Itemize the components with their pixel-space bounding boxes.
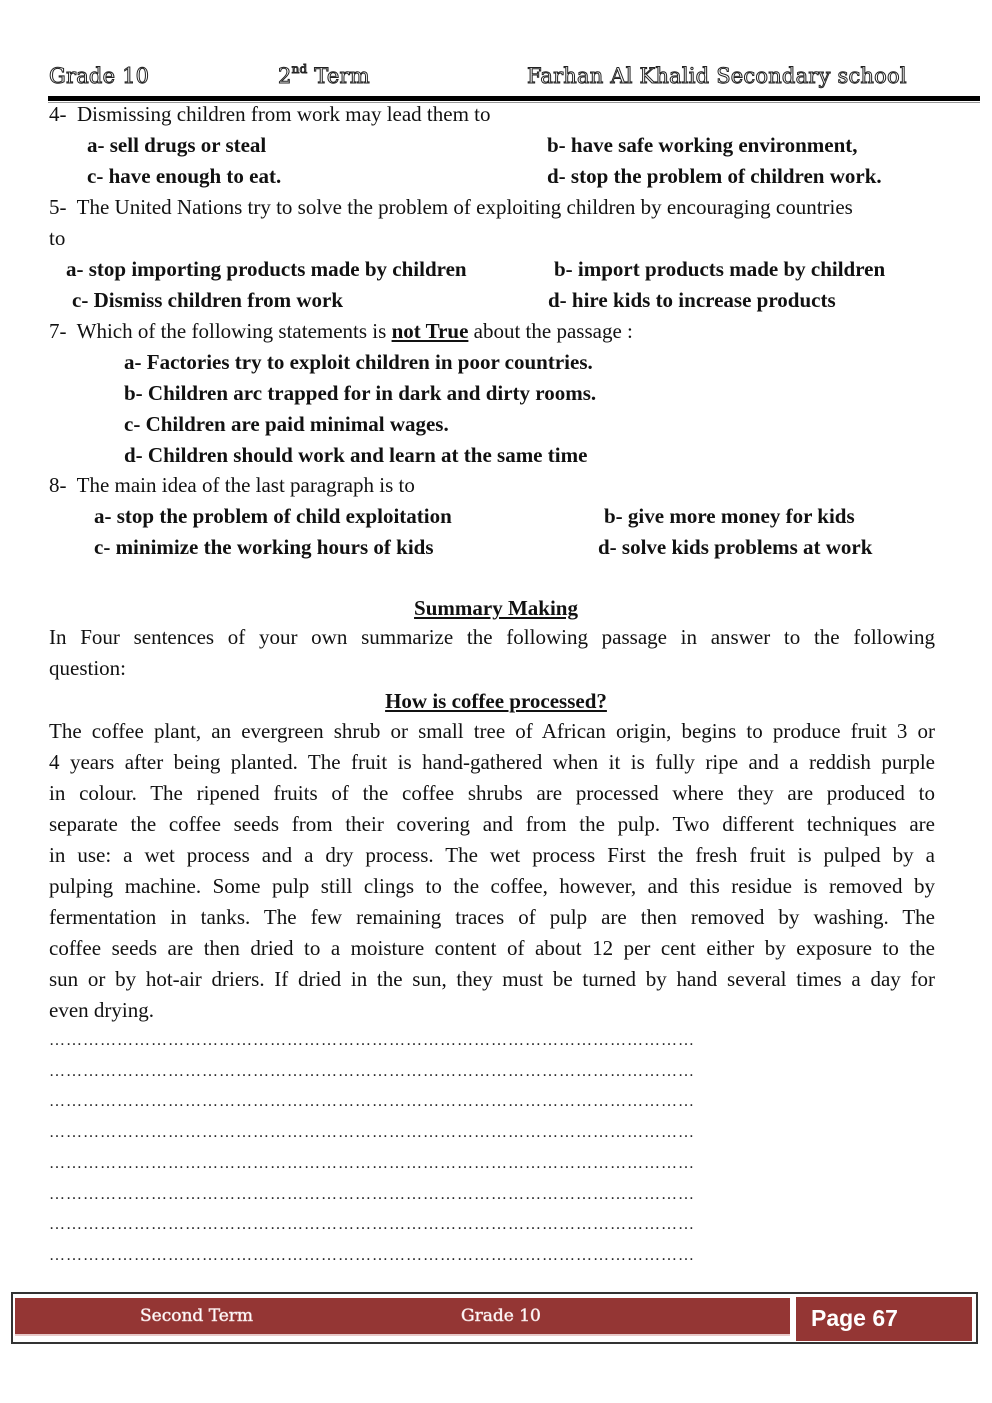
option-5c[interactable]: c- Dismiss children from work [72, 288, 344, 312]
option-7b[interactable]: b- Children arc trapped for in dark and dirty rooms. [124, 381, 597, 405]
footer-term: Second Term [140, 1306, 254, 1326]
option-8c[interactable]: c- minimize the working hours of kids [94, 535, 434, 559]
passage-line: coffee seeds are then dried to a moisture content of about 12 per cent either by exposure to the [49, 936, 935, 960]
option-4b[interactable]: b- have safe working environment, [547, 133, 858, 157]
option-8b[interactable]: b- give more money for kids [604, 504, 855, 528]
question-text: The United Nations try to solve the problem of exploiting children by encouraging countries [76, 195, 853, 219]
question-7 [49, 319, 633, 344]
answer-line-8[interactable]: …………………………………………………………………………………………………… [49, 1247, 695, 1264]
footer-page-number: Page 67 [811, 1305, 898, 1331]
header-grade: Grade 10 [49, 64, 150, 88]
passage-line: The coffee plant, an evergreen shrub or small tree of African origin, begins to produce fruit 3 or [49, 719, 935, 743]
question-number: 4- [49, 102, 67, 126]
answer-line-6[interactable]: …………………………………………………………………………………………………… [49, 1186, 695, 1203]
question-text: Dismissing children from work may lead them to [77, 102, 491, 126]
option-7a[interactable]: a- Factories try to exploit children in poor countries. [124, 350, 593, 374]
summary-question: How is coffee processed? [385, 689, 607, 713]
option-8a[interactable]: a- stop the problem of child exploitation [94, 504, 452, 528]
passage-line: 4 years after being planted. The fruit is hand-gathered when it is fully ripe and a reddish purple [49, 750, 935, 774]
question-number: 7- [49, 319, 67, 343]
question-text: Which of the following statements is [76, 319, 392, 343]
option-5d[interactable]: d- hire kids to increase products [548, 288, 836, 312]
answer-line-3[interactable]: …………………………………………………………………………………………………… [49, 1093, 695, 1110]
footer-band [15, 1298, 790, 1336]
option-5a[interactable]: a- stop importing products made by children [66, 257, 467, 281]
passage-line: even drying. [49, 998, 154, 1022]
passage-line: separate the coffee seeds from their covering and from the pulp. Two different techniques are [49, 812, 935, 836]
coffee-passage [49, 716, 935, 1026]
summary-instruction [49, 622, 935, 684]
answer-line-5[interactable]: …………………………………………………………………………………………………… [49, 1155, 695, 1172]
passage-line: in use: a wet process and a dry process. The wet process First the fresh fruit is pulped by a [49, 843, 935, 867]
instruction-line: In Four sentences of your own summarize the following passage in answer to the following [49, 625, 935, 649]
footer-grade: Grade 10 [461, 1306, 541, 1326]
header-term-suffix: nd [291, 62, 308, 76]
option-4d[interactable]: d- stop the problem of children work. [547, 164, 882, 188]
question-4 [49, 102, 491, 127]
option-7d[interactable]: d- Children should work and learn at the same time [124, 443, 588, 467]
header-term-word: Term [307, 64, 370, 88]
passage-line: sun or by hot-air driers. If dried in the sun, they must be turned by hand several times a day for [49, 967, 935, 991]
option-7c[interactable]: c- Children are paid minimal wages. [124, 412, 449, 436]
question-5 [49, 195, 853, 220]
question-text: The main idea of the last paragraph is to [76, 473, 415, 497]
option-8d[interactable]: d- solve kids problems at work [598, 535, 873, 559]
header-school: Farhan Al Khalid Secondary school [527, 64, 907, 88]
question-text-end: about the passage : [468, 319, 633, 343]
question-number: 8- [49, 473, 67, 497]
answer-line-4[interactable]: …………………………………………………………………………………………………… [49, 1124, 695, 1141]
question-number: 5- [49, 195, 67, 219]
header-term-number: 2 [278, 64, 292, 88]
summary-title: Summary Making [414, 596, 578, 620]
instruction-line: question: [49, 656, 126, 680]
answer-line-2[interactable]: …………………………………………………………………………………………………… [49, 1063, 695, 1080]
passage-line: in colour. The ripened fruits of the coffee shrubs are processed where they are produced to [49, 781, 935, 805]
option-4c[interactable]: c- have enough to eat. [87, 164, 282, 188]
option-5b[interactable]: b- import products made by children [554, 257, 886, 281]
passage-line: pulping machine. Some pulp still clings to the coffee, however, and this residue is removed by [49, 874, 935, 898]
header-term [278, 64, 370, 88]
passage-line: fermentation in tanks. The few remaining traces of pulp are then removed by washing. The [49, 905, 935, 929]
question-8 [49, 473, 415, 498]
question-emphasis: not True [391, 319, 469, 343]
question-5-continued: to [49, 226, 66, 250]
answer-line-7[interactable]: …………………………………………………………………………………………………… [49, 1216, 695, 1233]
answer-line-1[interactable]: …………………………………………………………………………………………………… [49, 1032, 695, 1049]
option-4a[interactable]: a- sell drugs or steal [87, 133, 267, 157]
header-divider [48, 96, 980, 101]
